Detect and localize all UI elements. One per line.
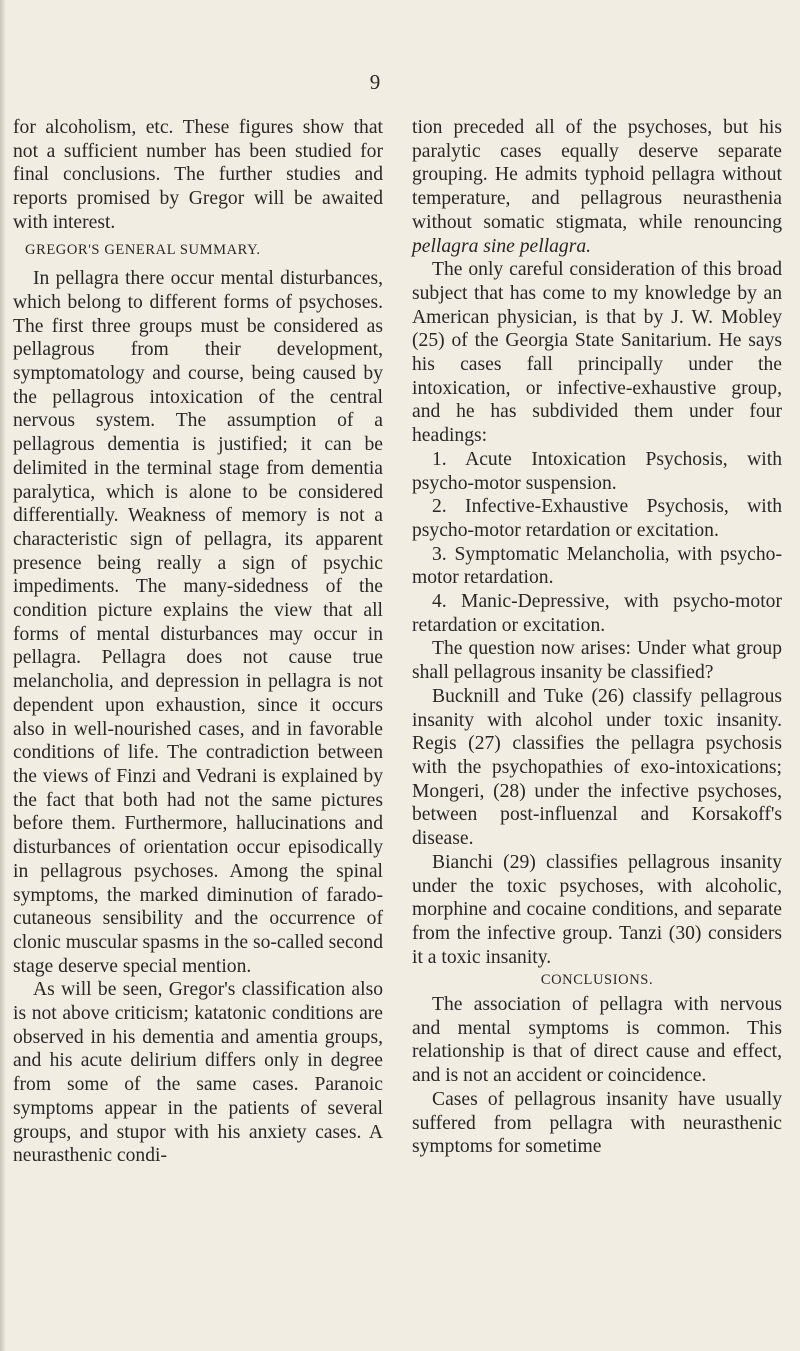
right-paragraph-3: The question now arises: Under what group shall pellagrous insanity be classified? xyxy=(412,638,782,684)
left-column xyxy=(13,116,383,1168)
left-paragraph-2: In pellagra there occur mental disturbances, which belong to different forms of psychoses. The first three groups must be considered as pellagrous from their development, symptomatology and course, being caused by the pellagrous intoxication of the central nervous system. The assumption of a pellagrous dementia is justified; it can be delimited in the terminal stage from dementia paralytica, which is alone to be considered differentially. Weakness of memory is not a characteristic sign of pellagra, its apparent presence being really a sign of psychic impediments. The many-sidedness of the condition picture explains the view that all forms of mental disturbances may occur in pellagra. Pellagra does not cause true melancholia, and depression in pellagra is not dependent upon exhaustion, since it occurs also in well-nourished cases, and in favorable conditions of life. The contradiction between the views of Finzi and Vedrani is explained by the fact that both had not the same pictures before them. Furthermore, hallucinations and disturbances of orientation occur episodically in pellagrous psychoses. Among the spinal symptoms, the marked diminution of farado-cutaneous sensibility and the occurrence of clonic muscular spasms in the so-called second stage deserve special mention. xyxy=(13,268,384,977)
right-paragraph-2: The only careful consideration of this broad subject that has come to my knowledge by an American physician, is that by J. W. Mobley (25) of the Georgia State Sanitarium. He says his cases fall principally under the intoxication, or infective-exhaustive group, and he has subdivided them under four headings: xyxy=(412,259,782,447)
right-paragraph-6: The association of pellagra with nervous and mental symptoms is common. This relationship is that of direct cause and effect, and is not an accident or coincidence. xyxy=(412,994,782,1087)
left-paragraph-1: for alcoholism, etc. These figures show that not a sufficient number has been studied for final conclusions. The further studies and reports promised by Gregor will be awaited with interest. xyxy=(13,117,383,233)
section-heading-conclusions: CONCLUSIONS. xyxy=(540,972,654,989)
list-item-3: 3. Symptomatic Melancholia, with psycho-motor retardation. xyxy=(412,543,782,589)
right-paragraph-1-text: tion preceded all of the psychoses, but his paralytic cases equally deserve separate grouping. He admits typhoid pellagra without temperature, and pellagrous neurasthenia without somatic stigmata, while renouncing xyxy=(412,117,782,233)
right-paragraph-5: Bianchi (29) classifies pellagrous insanity under the toxic psychoses, with alcoholic, morphine and cocaine conditions, and separate from the infective group. Tanzi (30) considers it a toxic insanity. xyxy=(412,851,782,968)
right-paragraph-1 xyxy=(412,116,782,258)
list-item-2: 2. Infective-Exhaustive Psychosis, with psycho-motor retardation or excitation. xyxy=(412,496,782,541)
italic-phrase: pellagra sine pellagra. xyxy=(412,235,592,257)
right-paragraph-7: Cases of pellagrous insanity have usually suffered from pellagra with neurasthenic symptoms for sometime xyxy=(412,1088,782,1158)
page-edge-shadow xyxy=(0,0,6,1351)
left-paragraph-3: As will be seen, Gregor's classification also is not above criticism; katatonic conditions are observed in his dementia and amentia groups, and his acute delirium differs only in degree from some of the same cases. Paranoic symptoms appear in the patients of several groups, and stupor with his anxiety cases. A neurasthenic condi- xyxy=(13,979,383,1167)
page-number: 9 xyxy=(369,70,381,94)
section-heading-gregor-summary: GREGOR'S GENERAL SUMMARY. xyxy=(25,241,261,258)
list-item-4: 4. Manic-Depressive, with psycho-motor retardation or excitation. xyxy=(412,591,782,636)
list-item-1: 1. Acute Intoxication Psychosis, with psycho-motor suspension. xyxy=(412,448,782,494)
right-paragraph-4: Bucknill and Tuke (26) classify pellagrous insanity with alcohol under toxic insanity. Regis (27) classifies the pellagra psychosis with the psychopathies of exo-intoxications; Mongeri, (28) under the infective psychoses, between post-influenzal and Korsakoff's disease. xyxy=(412,685,782,850)
right-column xyxy=(412,116,782,1159)
